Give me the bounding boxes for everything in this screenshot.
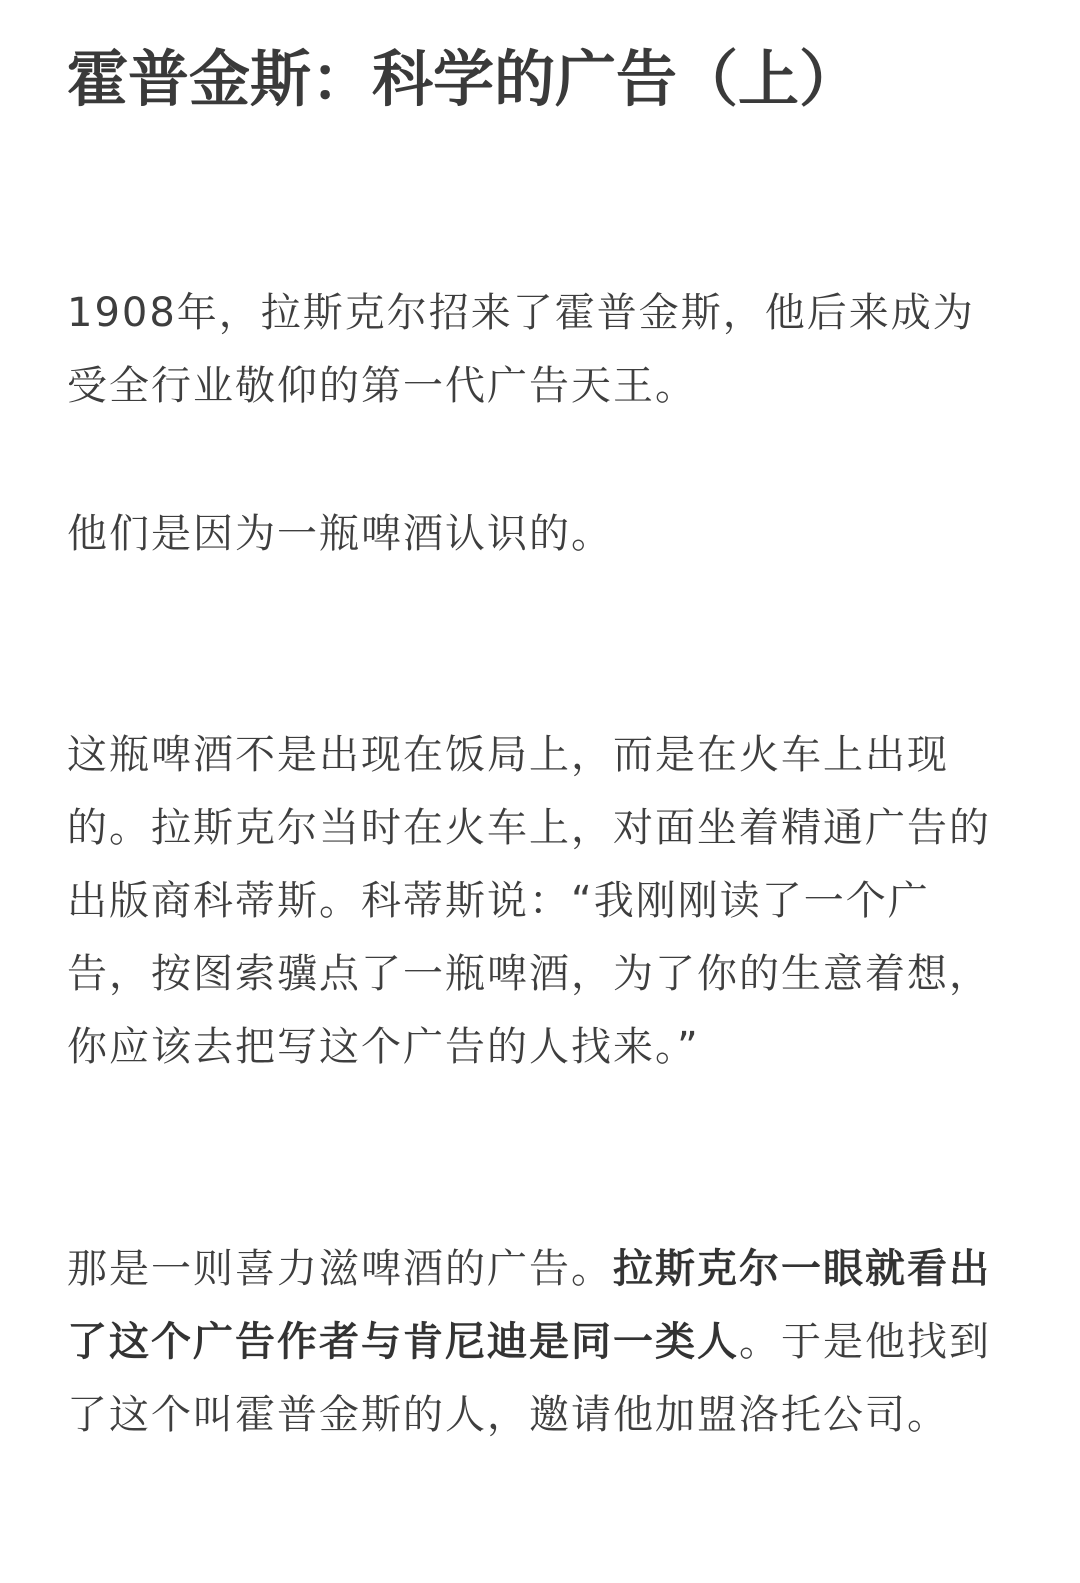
paragraph-text: 。于是他找到了这个叫霍普金斯的人，邀请他加盟洛托公司。 xyxy=(67,1319,991,1438)
paragraph-2 xyxy=(67,498,1007,571)
paragraph-text: 这瓶啤酒不是出现在饭局上，而是在火车上出现的。拉斯克尔当时在火车上，对面坐着精通广告的出版商科蒂斯。科蒂斯说：“我刚刚读了一个广告，按图索骥点了一瓶啤酒，为了你的生意着想，你应该去把写这个广告的人找来。” xyxy=(67,732,991,1070)
article-title: 霍普金斯：科学的广告（上） xyxy=(67,44,861,115)
paragraph-text: 1908年，拉斯克尔招来了霍普金斯，他后来成为受全行业敬仰的第一代广告天王。 xyxy=(67,290,975,409)
paragraph-3 xyxy=(67,719,1007,1084)
paragraph-text: 那是一则喜力滋啤酒的广告。 xyxy=(67,1246,613,1292)
paragraph-4 xyxy=(67,1233,1007,1452)
paragraph-text: 他们是因为一瓶啤酒认识的。 xyxy=(67,511,613,557)
bold-highlight-text: 拉斯克尔一眼就看出了这个广告作者与肯尼迪是同一类人 xyxy=(67,1246,991,1365)
paragraph-1 xyxy=(67,277,1007,423)
